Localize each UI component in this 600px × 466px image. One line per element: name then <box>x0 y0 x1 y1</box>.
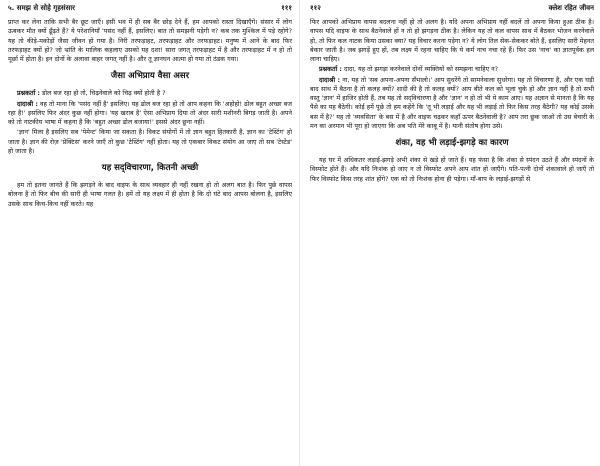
left-section-heading-1: जैसा अभिप्राय वैसा असर <box>110 71 190 82</box>
right-question-1-speaker: प्रश्नकर्ता : <box>319 66 342 74</box>
left-paragraph-1: प्राप्त कर लेना ताकि सभी बैर छूट जाएँ। इसी भव में ही सब बैर छोड़ देने हैं, हम आपको रास्ता दिखाएँगे। संसार में लोग ऊबकर मौत क्यों ढूँढ़ते हैं? ये परेशानियाँ 'पसंद नहीं हैं, इसलिए। बात तो समझनी पड़ेगी न? कब तक मुश्किल में पड़े रहोगे? यह तो कीड़े-मकोड़ों जैसा जीवन हो गया है। निरी तरफड़ाहट, तरफड़ाहट और तरफड़ाहट। मनुष्य में आने के बाद फिर तरफड़ाहट क्यों हो? जो भ्रांति के मालिक कहलाए उसको यह दशा! सारा जगत् तरफड़ाहट में है और तरफड़ाहट में न हो तो मूर्छा में होता है। इन दोनों के अलावा बाहर जगत् नहीं है। और तू ज्ञानघन आत्मा हो गया तो ठंडक गया। <box>8 19 292 63</box>
left-question-1-speaker: प्रश्नकर्ता : <box>17 90 40 98</box>
left-answer-1-text: वह तो माना कि 'पसंद नहीं है' इसलिए। यह ढोल बज रहा हो तो आप कहना कि 'अहोहो! ढोल बहुत अच्छा बज रहा है!' इसलिए फिर अंदर कुछ नहीं होगा। 'यह खराब है' ऐसा अभिप्राय दिया तो अंदर सारी मशीनरी बिगड़ जाती है। अपने को तो नाटकीय भाषा में कहना है कि 'बहुत अच्छा ढोल बजाया!' इससे अंदर छूना नहीं। <box>8 100 292 126</box>
right-answer-1-speaker: दादाश्री : <box>319 76 341 84</box>
left-paragraph-2: 'ज्ञान' मिला है इसलिए सब 'पेमेन्ट' किया जा सकता है। विकट संयोगों में तो ज्ञान बहुत हितकारी है, ज्ञान का 'टेस्टिंग' हो जाता है। ज्ञान की रोज़ 'प्रेक्टिस' करने जाएँ तो कुछ 'टेस्टिंग' नहीं होता। यह तो एकबार विकट संयोग आ जाए तो सब 'टेस्टेड' हो जाता है। <box>8 129 292 155</box>
left-chapter-title: ५. समझ से सोहे गृहसंसार <box>8 4 76 12</box>
right-book-title: क्लेश रहित जीवन <box>548 4 594 12</box>
right-question-1-text: दादा, यह तो झगड़ा करनेवाले दोनों व्यक्तियों को समझना चाहिए न? <box>341 66 499 74</box>
right-section-heading-1: शंका, वह भी लड़ाई-झगड़े का कारण <box>395 138 509 148</box>
left-page-number: १११ <box>281 4 292 12</box>
left-question-1 <box>8 89 292 98</box>
right-page-header <box>310 2 594 14</box>
left-answer-1 <box>8 100 292 128</box>
right-answer-1 <box>310 76 594 132</box>
right-question-1 <box>310 65 594 74</box>
right-page-body <box>310 18 594 184</box>
left-question-1-text: डोल बज रहा हो तो, चिढ़नेवाले को चिढ़ क्यों होती है ? <box>39 90 166 98</box>
left-page <box>8 0 292 466</box>
right-page <box>310 0 594 466</box>
left-section-heading-2: यह सद्‌विचारणा, कितनी अच्छी <box>101 163 199 173</box>
right-paragraph-1: फिर आपको अभिप्राय वापस बदलना नहीं हो तो अलग है। यदि अपना अभिप्राय नहीं बदलें तो अपना किया हुआ ठीक है। वापस यदि वाइफ के साथ बैठनेवाले हों न तो हो झगड़ना ठीक है। लेकिन यह तो कल वापस साथ में बैठकर भोजन करनेवाले हो, तो फिर कल नाटक किया उसका क्या? यह विचार करना पड़ेगा न? ये लोग तिल सेक-सेककर बोते हैं, इसलिए सारी मेहनत बेकार जाती है। जब झगड़ें हुए हों, तब लक्ष्य में रहना चाहिए कि ये कर्म नाच नचा रहे हैं। फिर उस 'नाच' का ज्ञातपूर्वक हल लाना चाहिए। <box>310 19 594 63</box>
left-answer-1-speaker: दादाश्री : <box>17 100 38 108</box>
book-gutter <box>299 0 300 466</box>
left-page-header <box>8 2 292 14</box>
right-answer-1-text: ना, यह तो 'सब अपना-अपना सँभालो।' आप सुधरेंगे तो सामनेवाला सुधरेगा। यह तो विचारणा है, और एक घड़ी बाद साथ में बैठना है तो कलह क्यों? शादी की है तो कलह क्यों? आप बीते कल को भूला चुके हो और ज्ञान नहीं है तो सभी वस्तु 'ज्ञान' में हाजिर होती हैं, तब यह तो सद्‌विचारणा है और 'ज्ञान' न हो तो भी ये काम आए। यह अज्ञान से मानता है कि यह पैसे का यह बैठेगी। कोई हमें पूछे तो हम कहेंगे कि 'तू भी लड़ाई और यह भी लड़ाई तो फिर किस तरह बैठेगी? यह कोई उसके बस में है?' यह तो 'व्यवसिता' के बस में है और वाइफ चढ़कर कहाँ ऊपर बैठनेवाली है? आप तरा छूक जाओ तो उस बेचारी के मन का अरमान भी पूरा हो जाएगा कि अब पति मेरे काबू में है। यानी संतोष होगा उसे। <box>310 76 594 130</box>
right-paragraph-2: यह घर में अधिकतर लड़ाई-झगड़े अभी शंका से खड़े हो जाते हैं। यह फंसा है कि शंका से स्पंदन उठते हैं और स्पंदनों के विस्फोट होते हैं। और यदि निःशंक हो जाए न तो विस्फोट अपने आप शांत हो जाएँगे। पति-पत्नी दोनों शंकावाले हो जाएँ तो फिर विस्फोट किस तरह शांत होंगे? एक को तो निःशंक होना ही पड़ेगा। माँ-बाप के लड़ाई-झगड़ों से <box>310 157 594 183</box>
right-page-number: ११२ <box>310 4 321 12</box>
left-paragraph-3: हम तो इतना जानते हैं कि झगड़ने के बाद वाइफ के साथ व्यवहार ही नहीं रखना हो तो अलग बात है। फिर पुछे वापस बोलना है तो फिर बीच की सारी ही भाषा गलत है। हमें तो यह लक्ष्य में ही होता है कि दो घंटे बाद आपस बोलना है, इसलिए उसके साथ किच-किच नहीं करते। यह <box>8 182 292 208</box>
left-page-body <box>8 18 292 209</box>
